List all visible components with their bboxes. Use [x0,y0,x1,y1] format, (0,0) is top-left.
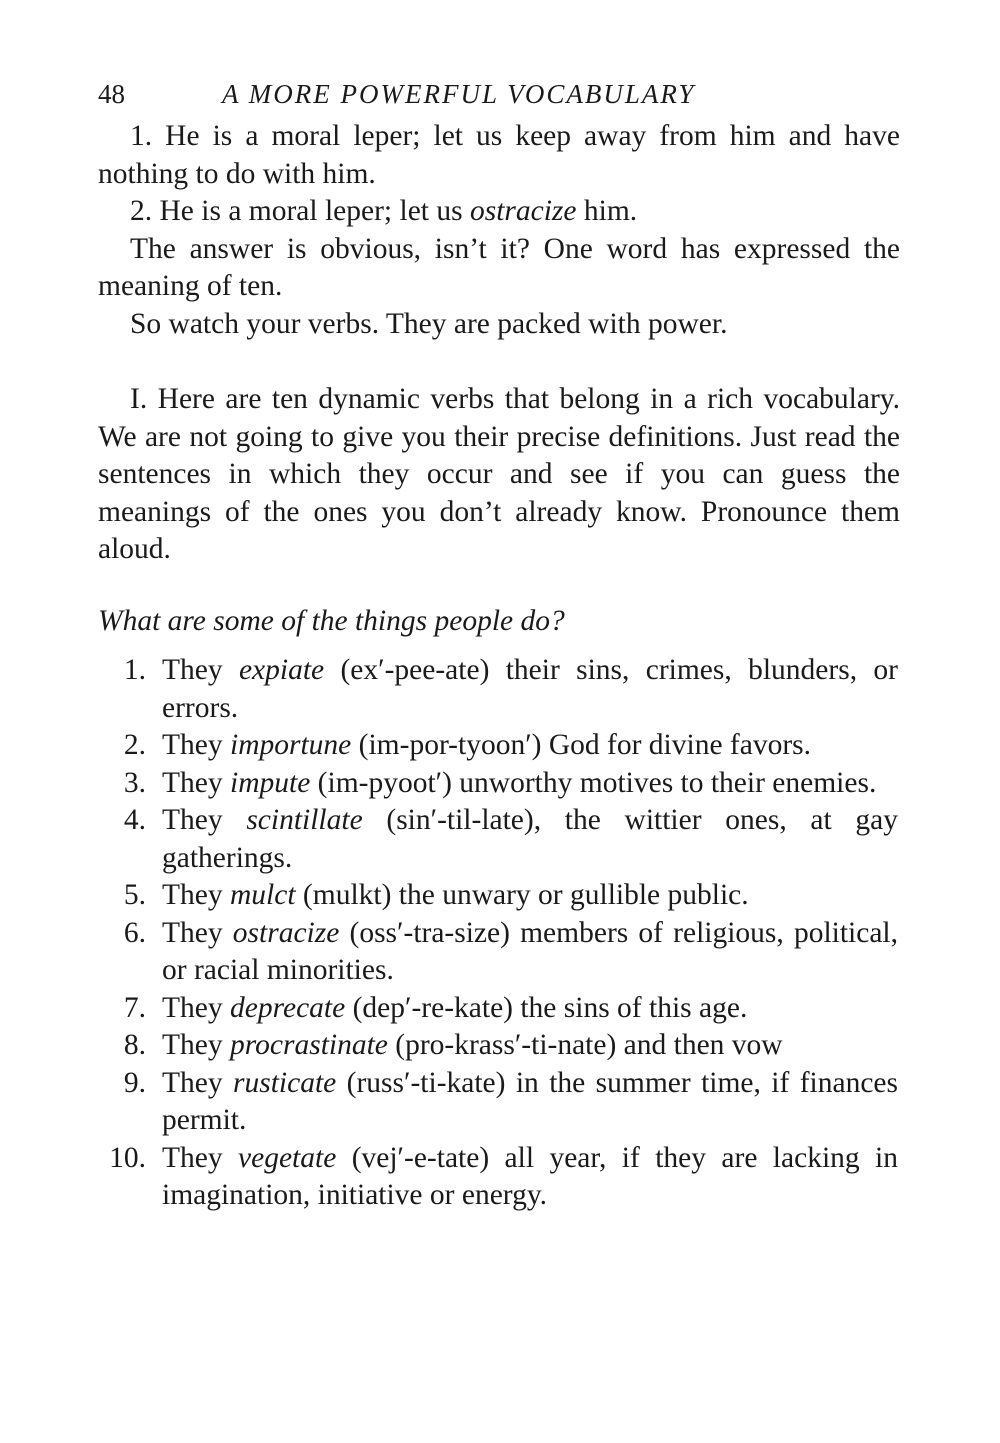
item-number: 1. [123,654,146,686]
vocabulary-word: rusticate [233,1066,337,1099]
vocabulary-word: vegetate [238,1141,337,1174]
list-item: 1. They expiate (ex′-pee-ate) their sins, crimes, blunders, or errors. [98,652,900,727]
item-number: 7. [123,991,146,1024]
item-number: 6. [123,916,146,949]
running-head [98,70,900,118]
book-page [98,70,900,1215]
verb-list [98,652,900,1215]
item-number: 8. [123,1029,146,1061]
advice-paragraph: So watch your verbs. They are packed with power. [130,307,728,340]
page-number: 48 [98,79,125,109]
vocabulary-word: scintillate [246,804,363,836]
list-item: 2. They importune (im-por-tyoon′) God for divine favors. [98,727,900,765]
example-sentence-2: 2. He is a moral leper; let us ostracize him. [130,195,638,227]
answer-paragraph: The answer is obvious, isn’t it? One word has expressed the meaning of ten. [98,232,900,302]
list-item: 10. They vegetate (vej′-e-tate) all year, if they are lacking in imagination, initiative or energy. [98,1140,900,1215]
list-item: 8. They procrastinate (pro-krass′-ti-nate) and then vow [98,1027,900,1065]
vocabulary-word: impute [230,766,311,799]
item-number: 4. [123,804,146,836]
vocabulary-word: procrastinate [230,1029,388,1061]
vocabulary-word: deprecate [230,991,346,1024]
vocabulary-word: mulct [230,879,296,911]
vocabulary-word: importune [230,729,352,761]
list-item: 6. They ostracize (oss′-tra-size) members of religious, political, or racial minorities. [98,915,900,990]
section-question: What are some of the things people do? [98,604,565,637]
list-item: 4. They scintillate (sin′-til-late), the wittier ones, at gay gatherings. [98,802,900,877]
list-item: 7. They deprecate (dep′-re-kate) the sins of this age. [98,990,900,1028]
item-number: 2. [123,729,146,761]
item-number: 3. [123,766,146,799]
item-number: 10. [109,1141,146,1174]
list-item: 9. They rusticate (russ′-ti-kate) in the summer time, if finances permit. [98,1065,900,1140]
example-sentence-1: 1. He is a moral leper; let us keep away from him and have nothing to do with him. [98,120,900,190]
section-intro-paragraph: I. Here are ten dynamic verbs that belong in a rich vocabulary. We are not going to give you their precise definitions. Just read the sentences in which they occur and see if you can guess the meanings of the ones you don’t already know. Pronounce them aloud. [98,383,900,565]
item-number: 5. [123,879,146,911]
emphasized-word: ostracize [469,195,577,227]
list-item: 3. They impute (im-pyoot′) unworthy motives to their enemies. [98,765,900,803]
vocabulary-word: ostracize [232,916,340,949]
vocabulary-word: expiate [238,654,325,686]
list-item: 5. They mulct (mulkt) the unwary or gullible public. [98,877,900,915]
running-title: A MORE POWERFUL VOCABULARY [222,79,696,109]
item-number: 9. [123,1066,146,1099]
